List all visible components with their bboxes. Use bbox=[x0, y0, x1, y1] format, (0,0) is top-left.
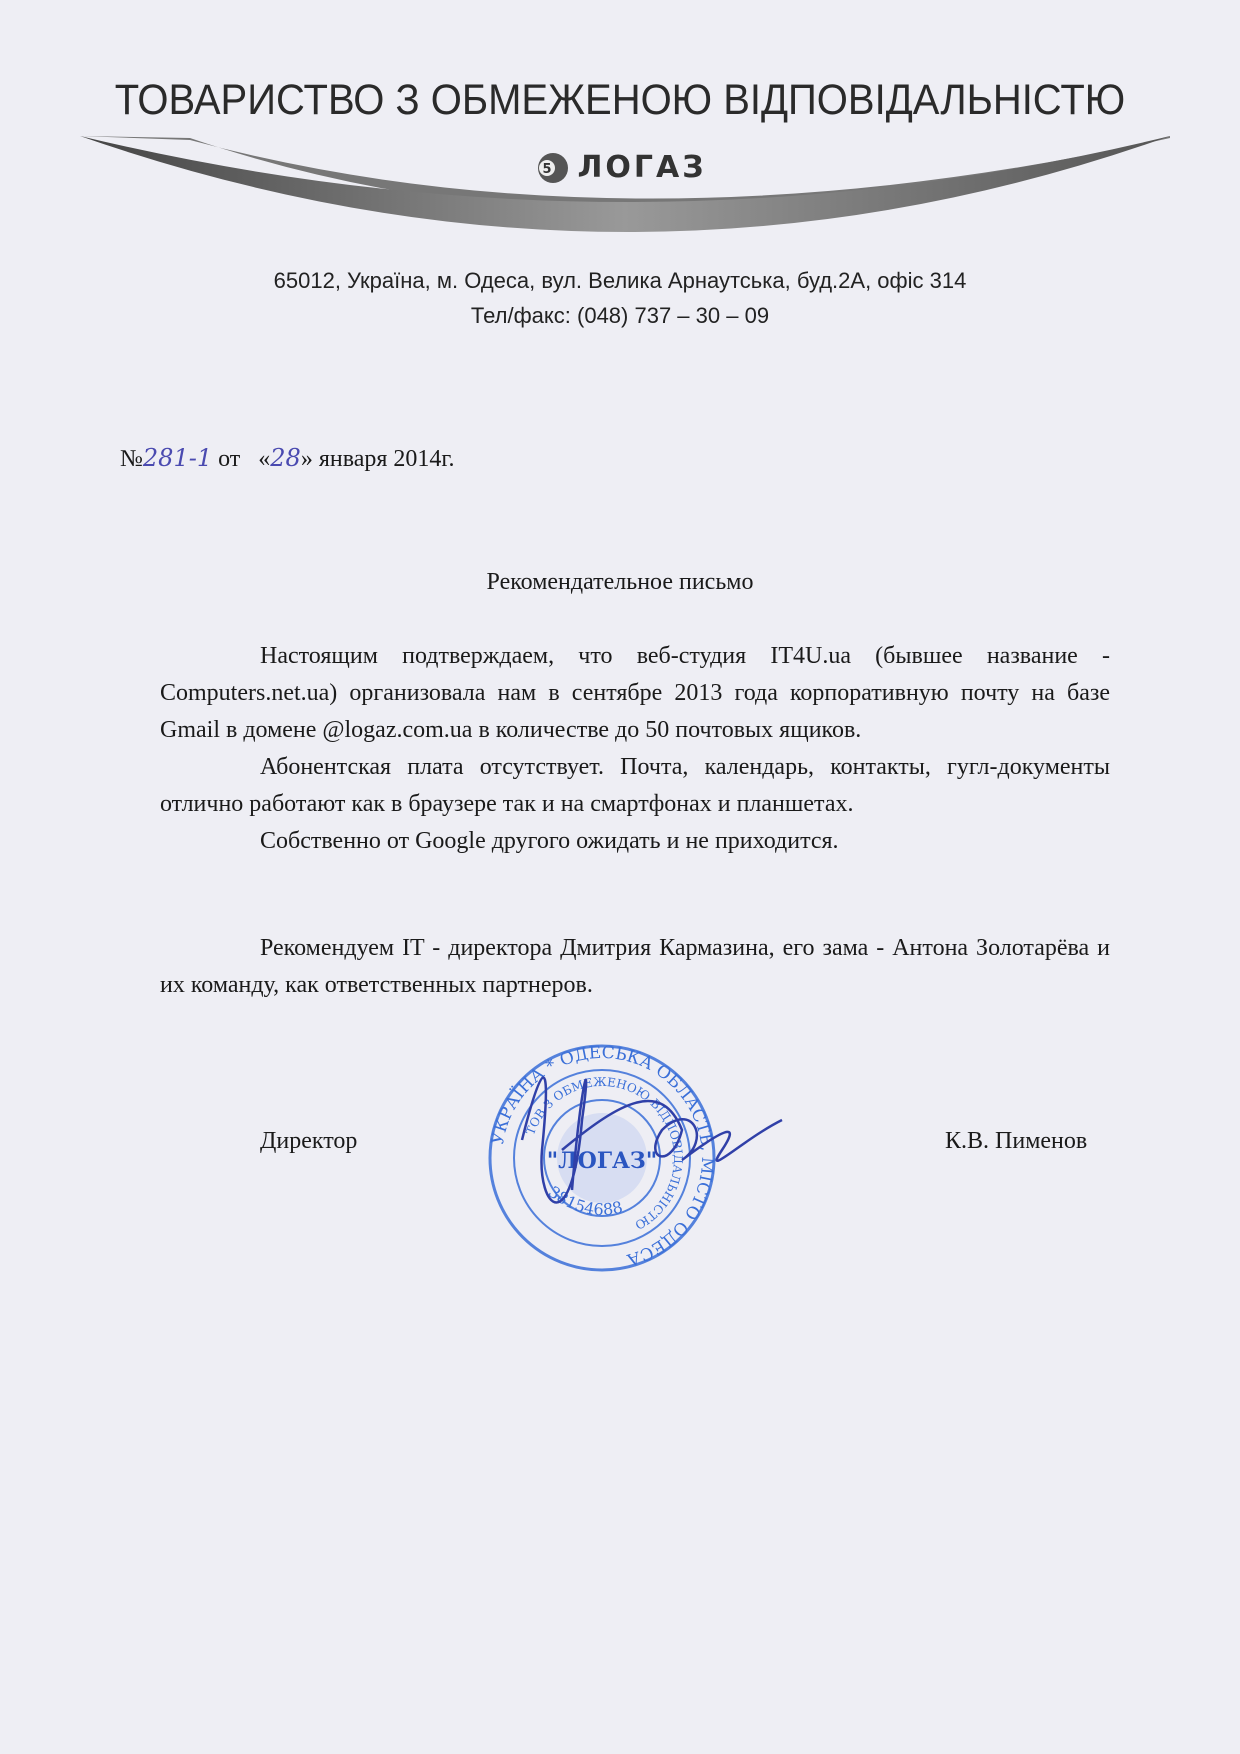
letter-number: 281-1 bbox=[142, 444, 213, 472]
letter-day: 28 bbox=[270, 444, 301, 472]
company-stamp-with-signature bbox=[482, 1040, 802, 1280]
signatory-role: Директор bbox=[260, 1128, 358, 1154]
stamp-outer-text-path: УКРАЇНА * ОДЕСЬКА ОБЛАСТЬ, МІСТО ОДЕСА bbox=[487, 1042, 718, 1270]
stamp-center-text: "ЛОГАЗ" bbox=[546, 1148, 658, 1174]
from-label: от bbox=[218, 446, 241, 472]
company-phone: Тел/факс: (048) 737 – 30 – 09 bbox=[470, 303, 770, 328]
logo-globe-icon bbox=[533, 151, 573, 185]
quote-open: « bbox=[258, 446, 271, 472]
paragraph: Рекомендуем IT - директора Дмитрия Кармазина, его зама - Антона Золотарёва и их команду, как ответственных партнеров. bbox=[160, 935, 1110, 998]
logo-text: ЛОГАЗ bbox=[577, 150, 707, 185]
logo-badge-text: 5 bbox=[542, 161, 552, 177]
letter-month-year: января 2014г. bbox=[318, 446, 455, 472]
number-sign: № bbox=[120, 446, 143, 472]
company-type-heading: ТОВАРИСТВО З ОБМЕЖЕНОЮ ВІДПОВІДАЛЬНІСТЮ bbox=[114, 76, 1126, 124]
stamp-code-path: 38154688 bbox=[545, 1182, 625, 1220]
paragraph: Настоящим подтверждаем, что веб-студия IT4U.ua (бывшее название - Computers.net.ua) организовала нам в сентябре 2013 года корпоративную почту на базе Gmail в домене @logaz.com.ua в количестве до 50 почтовых ящиков. bbox=[160, 643, 1110, 743]
letter-title: Рекомендательное письмо bbox=[486, 569, 754, 595]
header-swoosh-decoration bbox=[70, 128, 1170, 248]
signatory-name: К.В. Пименов bbox=[945, 1128, 1088, 1154]
paragraph: Собственно от Google другого ожидать и не приходится. bbox=[260, 828, 839, 854]
paragraph: Абонентская плата отсутствует. Почта, календарь, контакты, гугл-документы отлично работают как в браузере так и на смартфонах и планшетах. bbox=[160, 754, 1110, 817]
quote-close: » bbox=[300, 446, 313, 472]
company-address: 65012, Україна, м. Одеса, вул. Велика Арнаутська, буд.2А, офіс 314 bbox=[273, 268, 967, 293]
letter-number-date bbox=[120, 444, 455, 473]
company-logo bbox=[0, 150, 1240, 185]
stamp-inner-text-path: ТОВ З ОБМЕЖЕНОЮ ВІДПОВІДАЛЬНІСТЮ bbox=[523, 1074, 686, 1233]
